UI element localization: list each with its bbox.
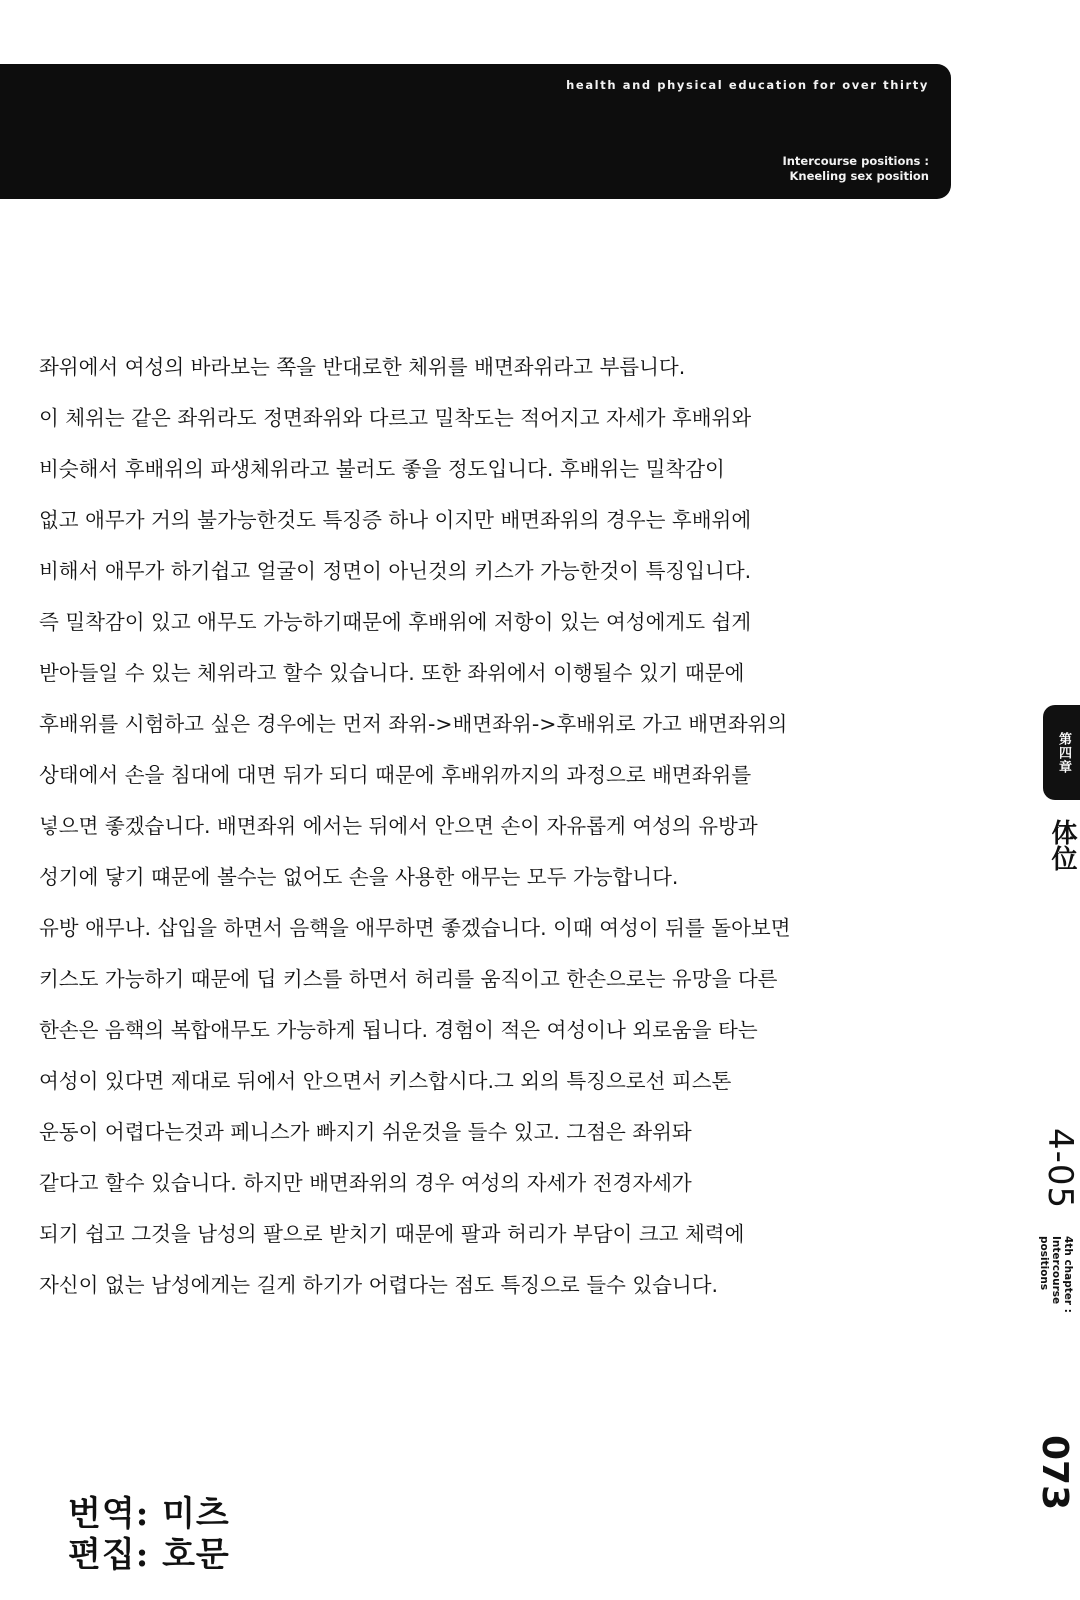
credit-editor: 편집: 호문 xyxy=(68,1535,230,1575)
body-line: 키스도 가능하기 때문에 딥 키스를 하면서 허리를 움직이고 한손으로는 유망을 다른 xyxy=(39,967,778,991)
header-subtitle-line1: Intercourse positions : xyxy=(782,154,929,168)
chapter-tab-label: 第四章 xyxy=(1056,732,1071,774)
section-caption-line2: Intercourse positions xyxy=(1038,1236,1062,1305)
body-line: 되기 쉽고 그것을 남성의 팔으로 받치기 때문에 팔과 허리가 부담이 크고 체력에 xyxy=(39,1222,745,1246)
body-line: 같다고 할수 있습니다. 하지만 배면좌위의 경우 여성의 자세가 전경자세가 xyxy=(39,1171,692,1195)
header-subtitle xyxy=(782,154,929,184)
body-text xyxy=(39,342,959,1311)
body-line: 운동이 어렵다는것과 페니스가 빠지기 쉬운것을 들수 있고. 그점은 좌위돠 xyxy=(39,1120,692,1144)
body-line: 이 체위는 같은 좌위라도 정면좌위와 다르고 밀착도는 적어지고 자세가 후배위와 xyxy=(39,406,752,430)
body-line: 없고 애무가 거의 불가능한것도 특징증 하나 이지만 배면좌위의 경우는 후배위에 xyxy=(39,508,752,532)
section-caption-line1: 4th chapter : xyxy=(1062,1236,1074,1313)
body-line: 자신이 없는 남성에게는 길게 하기가 어렵다는 점도 특징으로 들수 있습니다. xyxy=(39,1273,719,1297)
header-subtitle-line2: Kneeling sex position xyxy=(789,169,929,183)
chapter-tab xyxy=(1043,705,1080,800)
body-line: 즉 밀착감이 있고 애무도 가능하기때문에 후배위에 저항이 있는 여성에게도 쉽게 xyxy=(39,610,752,634)
section-caption xyxy=(1038,1236,1074,1356)
body-line: 후배위를 시험하고 싶은 경우에는 먼저 좌위->배면좌위->후배위로 가고 배면좌위의 xyxy=(39,712,788,736)
credits xyxy=(68,1494,230,1576)
header-band xyxy=(0,64,951,199)
body-line: 여성이 있다면 제대로 뒤에서 안으면서 키스합시다.그 외의 특징으로선 피스톤 xyxy=(39,1069,732,1093)
body-line: 비슷해서 후배위의 파생체위라고 불러도 좋을 정도입니다. 후배위는 밀착감이 xyxy=(39,457,725,481)
body-line: 상태에서 손을 침대에 대면 뒤가 되디 때문에 후배위까지의 과정으로 배면좌위를 xyxy=(39,763,752,787)
credit-translator: 번역: 미츠 xyxy=(68,1494,230,1534)
page-number: 073 xyxy=(1034,1435,1075,1511)
header-tagline: health and physical education for over thirty xyxy=(566,78,929,92)
body-line: 좌위에서 여성의 바라보는 쪽을 반대로한 체위를 배면좌위라고 부릅니다. xyxy=(39,355,686,379)
body-line: 넣으면 좋겠습니다. 배면좌위 에서는 뒤에서 안으면 손이 자유롭게 여성의 유방과 xyxy=(39,814,758,838)
chapter-title: 体位 xyxy=(1047,819,1077,871)
body-line: 유방 애무나. 삽입을 하면서 음핵을 애무하면 좋겠습니다. 이때 여성이 뒤를 돌아보면 xyxy=(39,916,791,940)
body-line: 비해서 애무가 하기쉽고 얼굴이 정면이 아닌것의 키스가 가능한것이 특징입니다. xyxy=(39,559,752,583)
body-line: 받아들일 수 있는 체위라고 할수 있습니다. 또한 좌위에서 이행될수 있기 때문에 xyxy=(39,661,745,685)
body-line: 성기에 닿기 떄문에 볼수는 없어도 손을 사용한 애무는 모두 가능합니다. xyxy=(39,865,679,889)
body-line: 한손은 음핵의 복합애무도 가능하게 됩니다. 경험이 적은 여성이나 외로움을 타는 xyxy=(39,1018,758,1042)
section-number: 4-05 xyxy=(1040,1128,1080,1210)
